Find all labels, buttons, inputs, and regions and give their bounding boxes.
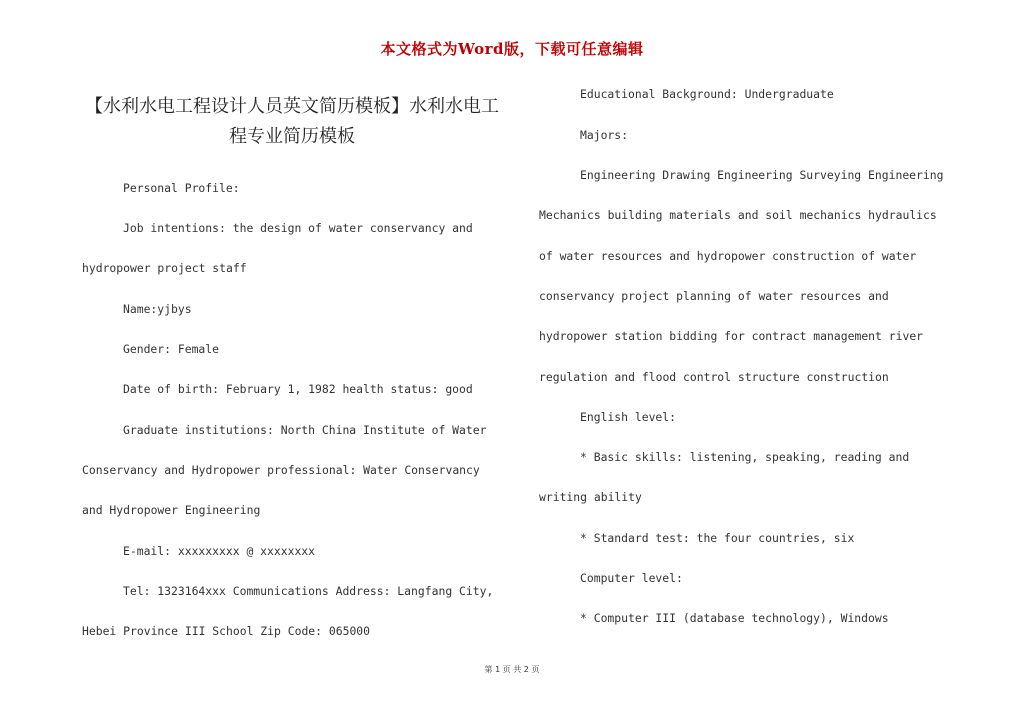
section-heading-majors: Majors:: [580, 128, 629, 142]
word-format-banner: 本文格式为Word版，下载可任意编辑: [380, 40, 644, 58]
text-line: * Computer III (database technology), Windows: [580, 611, 889, 625]
text-line: regulation and flood control structure construction: [539, 370, 889, 384]
section-heading-computer-level: Computer level:: [580, 571, 683, 585]
section-heading-english-level: English level:: [580, 410, 677, 424]
title-line-2: 程专业简历模板: [229, 126, 355, 147]
text-line: of water resources and hydropower construction of water: [539, 249, 917, 263]
text-line: hydropower station bidding for contract management river: [539, 329, 924, 343]
text-line: * Basic skills: listening, speaking, reading and: [580, 450, 910, 464]
page-number-footer: 第 1 页 共 2 页: [484, 665, 540, 674]
text-line: Hebei Province III School Zip Code: 065000: [82, 624, 371, 638]
title-line-1: 【水利水电工程设计人员英文简历模板】水利水电工: [85, 96, 499, 117]
text-line: writing ability: [539, 490, 642, 504]
text-line: Job intentions: the design of water conservancy and: [123, 221, 473, 235]
text-line: Date of birth: February 1, 1982 health status: good: [123, 382, 473, 396]
text-line: Tel: 1323164xxx Communications Address: Langfang City,: [123, 584, 494, 598]
text-line: E-mail: xxxxxxxxx @ xxxxxxxx: [123, 544, 316, 558]
section-heading-personal-profile: Personal Profile:: [123, 181, 240, 195]
text-line: Engineering Drawing Engineering Surveying Engineering: [580, 168, 944, 182]
text-line: Gender: Female: [123, 342, 220, 356]
text-line: Mechanics building materials and soil mechanics hydraulics: [539, 208, 937, 222]
text-line: Educational Background: Undergraduate: [580, 87, 834, 101]
text-line: * Standard test: the four countries, six: [580, 531, 855, 545]
text-line: Conservancy and Hydropower professional: Water Conservancy: [82, 463, 480, 477]
text-line: Graduate institutions: North China Institute of Water: [123, 423, 487, 437]
text-line: hydropower project staff: [82, 261, 247, 275]
document-title: [72, 92, 512, 152]
text-line: Name:yjbys: [123, 302, 192, 316]
text-line: and Hydropower Engineering: [82, 503, 261, 517]
text-line: conservancy project planning of water resources and: [539, 289, 889, 303]
